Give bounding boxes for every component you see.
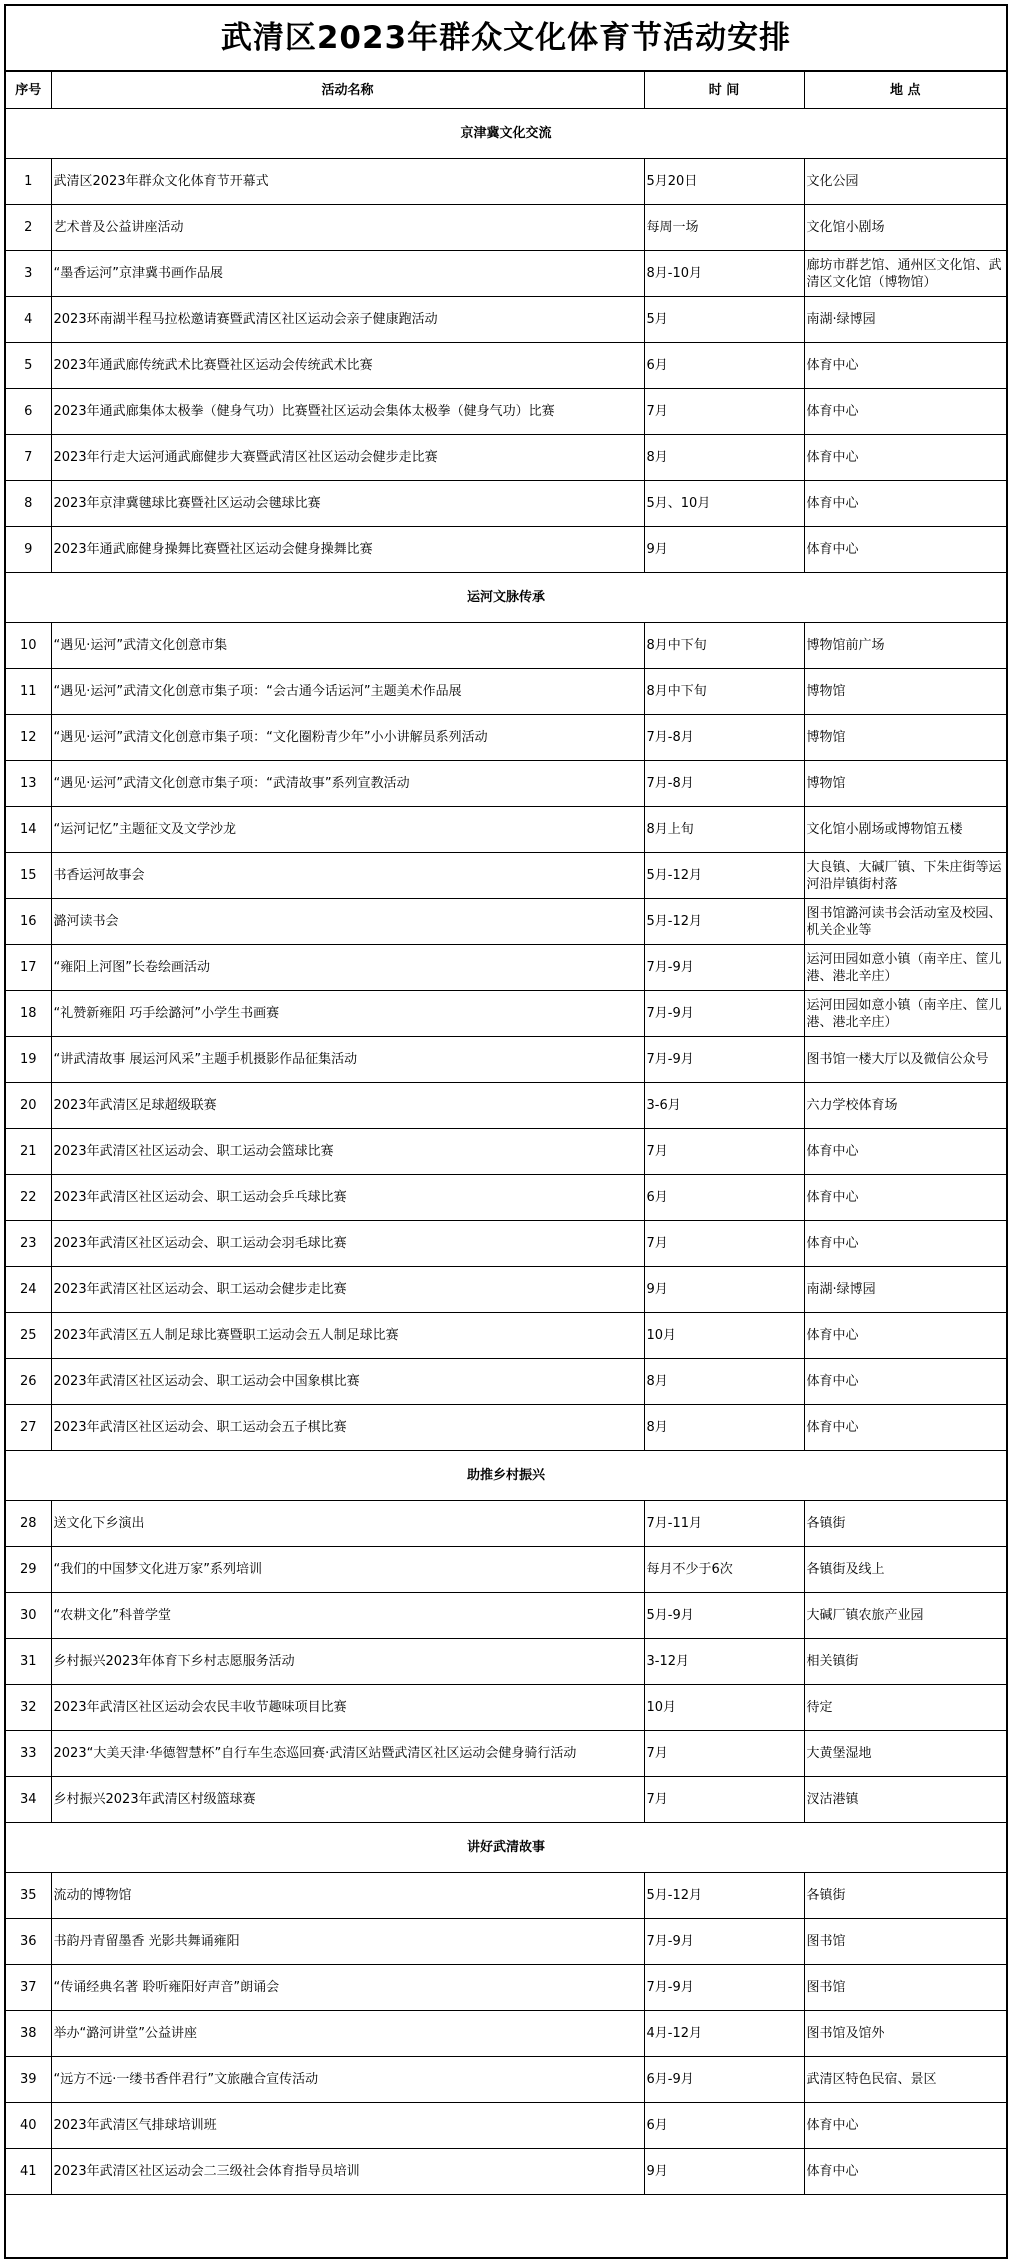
row-number: 9 [6, 527, 51, 573]
row-number: 41 [6, 2149, 51, 2195]
activity-location: 博物馆 [804, 715, 1006, 761]
table-row [6, 761, 1006, 807]
row-number: 7 [6, 435, 51, 481]
activity-name: 2023年武清区气排球培训班 [51, 2103, 644, 2149]
schedule-sheet [4, 4, 1008, 2259]
activity-name: 武清区2023年群众文化体育节开幕式 [51, 159, 644, 205]
activity-location: 文化馆小剧场 [804, 205, 1006, 251]
table-row [6, 1639, 1006, 1685]
activity-location: 南湖·绿博园 [804, 1267, 1006, 1313]
activity-name: 2023年京津冀毽球比赛暨社区运动会毽球比赛 [51, 481, 644, 527]
activity-name: “遇见·运河”武清文化创意市集子项：“会古通今话运河”主题美术作品展 [51, 669, 644, 715]
table-row [6, 715, 1006, 761]
activity-time: 5月-12月 [644, 853, 804, 899]
activity-location: 博物馆 [804, 761, 1006, 807]
row-number: 10 [6, 623, 51, 669]
row-number: 18 [6, 991, 51, 1037]
activity-location: 体育中心 [804, 1313, 1006, 1359]
activity-location: 图书馆及馆外 [804, 2011, 1006, 2057]
activity-time: 6月 [644, 1175, 804, 1221]
activity-time: 每月不少于6次 [644, 1547, 804, 1593]
activity-name: 2023年武清区社区运动会、职工运动会中国象棋比赛 [51, 1359, 644, 1405]
table-row [6, 1405, 1006, 1451]
row-number: 17 [6, 945, 51, 991]
activity-location: 运河田园如意小镇（南辛庄、筐儿港、港北辛庄） [804, 991, 1006, 1037]
activity-name: “墨香运河”京津冀书画作品展 [51, 251, 644, 297]
table-row [6, 1593, 1006, 1639]
header-row [6, 72, 1006, 109]
row-number: 32 [6, 1685, 51, 1731]
table-row [6, 853, 1006, 899]
activity-time: 7月 [644, 1777, 804, 1823]
row-number: 15 [6, 853, 51, 899]
activity-name: “遇见·运河”武清文化创意市集子项：“文化圈粉青少年”小小讲解员系列活动 [51, 715, 644, 761]
table-row [6, 159, 1006, 205]
table-row [6, 1221, 1006, 1267]
row-number: 39 [6, 2057, 51, 2103]
activity-time: 5月-12月 [644, 1873, 804, 1919]
activity-time: 5月-12月 [644, 899, 804, 945]
table-row [6, 1129, 1006, 1175]
activity-time: 7月 [644, 389, 804, 435]
table-row [6, 1267, 1006, 1313]
activity-name: 2023年行走大运河通武廊健步大赛暨武清区社区运动会健步走比赛 [51, 435, 644, 481]
activity-location: 博物馆前广场 [804, 623, 1006, 669]
activity-name: 送文化下乡演出 [51, 1501, 644, 1547]
table-row [6, 1919, 1006, 1965]
activity-name: 艺术普及公益讲座活动 [51, 205, 644, 251]
activity-time: 10月 [644, 1685, 804, 1731]
activity-time: 7月 [644, 1129, 804, 1175]
activity-location: 各镇街及线上 [804, 1547, 1006, 1593]
activity-time: 9月 [644, 1267, 804, 1313]
row-number: 5 [6, 343, 51, 389]
table-row [6, 945, 1006, 991]
activity-name: 2023年武清区五人制足球比赛暨职工运动会五人制足球比赛 [51, 1313, 644, 1359]
activity-location: 各镇街 [804, 1501, 1006, 1547]
header-location: 地 点 [804, 72, 1006, 109]
activity-name: 2023“大美天津·华德智慧杯”自行车生态巡回赛·武清区站暨武清区社区运动会健身骑行活动 [51, 1731, 644, 1777]
activity-location: 图书馆 [804, 1919, 1006, 1965]
table-row [6, 2011, 1006, 2057]
activity-time: 7月-11月 [644, 1501, 804, 1547]
section-title: 京津冀文化交流 [6, 109, 1006, 159]
activity-name: 举办“潞河讲堂”公益讲座 [51, 2011, 644, 2057]
activity-location: 体育中心 [804, 343, 1006, 389]
activity-name: 2023年武清区社区运动会二三级社会体育指导员培训 [51, 2149, 644, 2195]
header-name: 活动名称 [51, 72, 644, 109]
activity-time: 6月 [644, 2103, 804, 2149]
activity-name: 2023年武清区足球超级联赛 [51, 1083, 644, 1129]
activity-name: 乡村振兴2023年武清区村级篮球赛 [51, 1777, 644, 1823]
activity-time: 8月上旬 [644, 807, 804, 853]
activity-location: 汊沽港镇 [804, 1777, 1006, 1823]
activity-time: 8月 [644, 435, 804, 481]
activity-location: 体育中心 [804, 389, 1006, 435]
table-row [6, 669, 1006, 715]
activity-time: 8月-10月 [644, 251, 804, 297]
activity-time: 4月-12月 [644, 2011, 804, 2057]
row-number: 28 [6, 1501, 51, 1547]
row-number: 2 [6, 205, 51, 251]
row-number: 38 [6, 2011, 51, 2057]
activity-time: 5月、10月 [644, 481, 804, 527]
activity-location: 大碱厂镇农旅产业园 [804, 1593, 1006, 1639]
header-num: 序号 [6, 72, 51, 109]
activity-location: 南湖·绿博园 [804, 297, 1006, 343]
activity-time: 7月-9月 [644, 945, 804, 991]
header-time: 时 间 [644, 72, 804, 109]
row-number: 25 [6, 1313, 51, 1359]
schedule-table-body [6, 72, 1006, 2195]
row-number: 16 [6, 899, 51, 945]
activity-name: 乡村振兴2023年体育下乡村志愿服务活动 [51, 1639, 644, 1685]
table-row [6, 807, 1006, 853]
activity-name: 流动的博物馆 [51, 1873, 644, 1919]
row-number: 21 [6, 1129, 51, 1175]
activity-time: 7月-9月 [644, 1965, 804, 2011]
activity-name: “遇见·运河”武清文化创意市集子项：“武清故事”系列宣教活动 [51, 761, 644, 807]
activity-name: “我们的中国梦文化进万家”系列培训 [51, 1547, 644, 1593]
activity-name: 2023年通武廊集体太极拳（健身气功）比赛暨社区运动会集体太极拳（健身气功）比赛 [51, 389, 644, 435]
activity-name: 2023年武清区社区运动会、职工运动会篮球比赛 [51, 1129, 644, 1175]
activity-time: 7月 [644, 1731, 804, 1777]
activity-location: 体育中心 [804, 1405, 1006, 1451]
activity-location: 体育中心 [804, 1129, 1006, 1175]
row-number: 23 [6, 1221, 51, 1267]
row-number: 4 [6, 297, 51, 343]
activity-name: “运河记忆”主题征文及文学沙龙 [51, 807, 644, 853]
row-number: 31 [6, 1639, 51, 1685]
activity-location: 体育中心 [804, 435, 1006, 481]
row-number: 35 [6, 1873, 51, 1919]
activity-name: 2023年武清区社区运动会、职工运动会羽毛球比赛 [51, 1221, 644, 1267]
activity-name: “传诵经典名著 聆听雍阳好声音”朗诵会 [51, 1965, 644, 2011]
section-title: 讲好武清故事 [6, 1823, 1006, 1873]
table-row [6, 1731, 1006, 1777]
section-row [6, 573, 1006, 623]
activity-time: 8月 [644, 1405, 804, 1451]
activity-name: “遇见·运河”武清文化创意市集 [51, 623, 644, 669]
activity-time: 7月-8月 [644, 715, 804, 761]
row-number: 26 [6, 1359, 51, 1405]
row-number: 22 [6, 1175, 51, 1221]
activity-location: 廊坊市群艺馆、通州区文化馆、武清区文化馆（博物馆） [804, 251, 1006, 297]
activity-time: 9月 [644, 2149, 804, 2195]
activity-location: 体育中心 [804, 527, 1006, 573]
table-row [6, 251, 1006, 297]
row-number: 40 [6, 2103, 51, 2149]
activity-location: 图书馆潞河读书会活动室及校园、机关企业等 [804, 899, 1006, 945]
activity-time: 7月-9月 [644, 1919, 804, 1965]
activity-name: “雍阳上河图”长卷绘画活动 [51, 945, 644, 991]
activity-time: 5月-9月 [644, 1593, 804, 1639]
row-number: 34 [6, 1777, 51, 1823]
section-row [6, 109, 1006, 159]
row-number: 11 [6, 669, 51, 715]
activity-name: 2023年武清区社区运动会、职工运动会乒乓球比赛 [51, 1175, 644, 1221]
activity-time: 5月20日 [644, 159, 804, 205]
row-number: 37 [6, 1965, 51, 2011]
activity-time: 9月 [644, 527, 804, 573]
activity-time: 10月 [644, 1313, 804, 1359]
row-number: 12 [6, 715, 51, 761]
table-row [6, 481, 1006, 527]
section-row [6, 1451, 1006, 1501]
activity-location: 体育中心 [804, 2103, 1006, 2149]
activity-location: 体育中心 [804, 1175, 1006, 1221]
activity-name: 潞河读书会 [51, 899, 644, 945]
activity-time: 7月-9月 [644, 1037, 804, 1083]
activity-location: 体育中心 [804, 1359, 1006, 1405]
activity-location: 体育中心 [804, 1221, 1006, 1267]
schedule-table [6, 72, 1006, 2195]
activity-time: 3-6月 [644, 1083, 804, 1129]
table-row [6, 2103, 1006, 2149]
table-row [6, 899, 1006, 945]
activity-name: 2023年武清区社区运动会、职工运动会五子棋比赛 [51, 1405, 644, 1451]
activity-location: 体育中心 [804, 2149, 1006, 2195]
table-row [6, 1777, 1006, 1823]
row-number: 19 [6, 1037, 51, 1083]
activity-location: 待定 [804, 1685, 1006, 1731]
activity-location: 体育中心 [804, 481, 1006, 527]
row-number: 24 [6, 1267, 51, 1313]
activity-time: 7月 [644, 1221, 804, 1267]
activity-location: 文化馆小剧场或博物馆五楼 [804, 807, 1006, 853]
activity-location: 博物馆 [804, 669, 1006, 715]
table-row [6, 1685, 1006, 1731]
table-row [6, 435, 1006, 481]
row-number: 1 [6, 159, 51, 205]
row-number: 14 [6, 807, 51, 853]
table-row [6, 1547, 1006, 1593]
activity-location: 大黄堡湿地 [804, 1731, 1006, 1777]
table-row [6, 1873, 1006, 1919]
table-row [6, 527, 1006, 573]
activity-time: 每周一场 [644, 205, 804, 251]
activity-location: 文化公园 [804, 159, 1006, 205]
row-number: 30 [6, 1593, 51, 1639]
table-row [6, 1037, 1006, 1083]
activity-name: “远方不远·一缕书香伴君行”文旅融合宣传活动 [51, 2057, 644, 2103]
activity-location: 运河田园如意小镇（南辛庄、筐儿港、港北辛庄） [804, 945, 1006, 991]
activity-location: 六力学校体育场 [804, 1083, 1006, 1129]
activity-name: 2023年武清区社区运动会、职工运动会健步走比赛 [51, 1267, 644, 1313]
section-title: 助推乡村振兴 [6, 1451, 1006, 1501]
row-number: 27 [6, 1405, 51, 1451]
row-number: 6 [6, 389, 51, 435]
row-number: 29 [6, 1547, 51, 1593]
table-row [6, 205, 1006, 251]
table-row [6, 1501, 1006, 1547]
activity-time: 6月-9月 [644, 2057, 804, 2103]
activity-time: 8月中下旬 [644, 669, 804, 715]
section-title: 运河文脉传承 [6, 573, 1006, 623]
activity-name: 书香运河故事会 [51, 853, 644, 899]
table-row [6, 1175, 1006, 1221]
activity-location: 图书馆一楼大厅以及微信公众号 [804, 1037, 1006, 1083]
activity-time: 7月-8月 [644, 761, 804, 807]
table-row [6, 343, 1006, 389]
activity-time: 7月-9月 [644, 991, 804, 1037]
activity-name: 2023年通武廊健身操舞比赛暨社区运动会健身操舞比赛 [51, 527, 644, 573]
activity-location: 武清区特色民宿、景区 [804, 2057, 1006, 2103]
activity-time: 3-12月 [644, 1639, 804, 1685]
activity-name: 2023环南湖半程马拉松邀请赛暨武清区社区运动会亲子健康跑活动 [51, 297, 644, 343]
row-number: 36 [6, 1919, 51, 1965]
activity-time: 5月 [644, 297, 804, 343]
row-number: 8 [6, 481, 51, 527]
activity-location: 各镇街 [804, 1873, 1006, 1919]
activity-location: 大良镇、大碱厂镇、下朱庄街等运河沿岸镇街村落 [804, 853, 1006, 899]
table-row [6, 1313, 1006, 1359]
row-number: 20 [6, 1083, 51, 1129]
activity-location: 图书馆 [804, 1965, 1006, 2011]
table-row [6, 623, 1006, 669]
table-row [6, 2057, 1006, 2103]
activity-name: “农耕文化”科普学堂 [51, 1593, 644, 1639]
activity-name: 2023年通武廊传统武术比赛暨社区运动会传统武术比赛 [51, 343, 644, 389]
activity-name: “讲武清故事 展运河风采”主题手机摄影作品征集活动 [51, 1037, 644, 1083]
row-number: 13 [6, 761, 51, 807]
activity-time: 6月 [644, 343, 804, 389]
activity-name: 2023年武清区社区运动会农民丰收节趣味项目比赛 [51, 1685, 644, 1731]
section-row [6, 1823, 1006, 1873]
table-row [6, 991, 1006, 1037]
row-number: 33 [6, 1731, 51, 1777]
activity-name: 书韵丹青留墨香 光影共舞诵雍阳 [51, 1919, 644, 1965]
table-row [6, 1083, 1006, 1129]
table-row [6, 1965, 1006, 2011]
table-row [6, 2149, 1006, 2195]
activity-time: 8月 [644, 1359, 804, 1405]
activity-name: “礼赞新雍阳 巧手绘潞河”小学生书画赛 [51, 991, 644, 1037]
table-row [6, 389, 1006, 435]
table-row [6, 297, 1006, 343]
page-title: 武清区2023年群众文化体育节活动安排 [6, 6, 1006, 72]
row-number: 3 [6, 251, 51, 297]
activity-time: 8月中下旬 [644, 623, 804, 669]
activity-location: 相关镇街 [804, 1639, 1006, 1685]
table-row [6, 1359, 1006, 1405]
